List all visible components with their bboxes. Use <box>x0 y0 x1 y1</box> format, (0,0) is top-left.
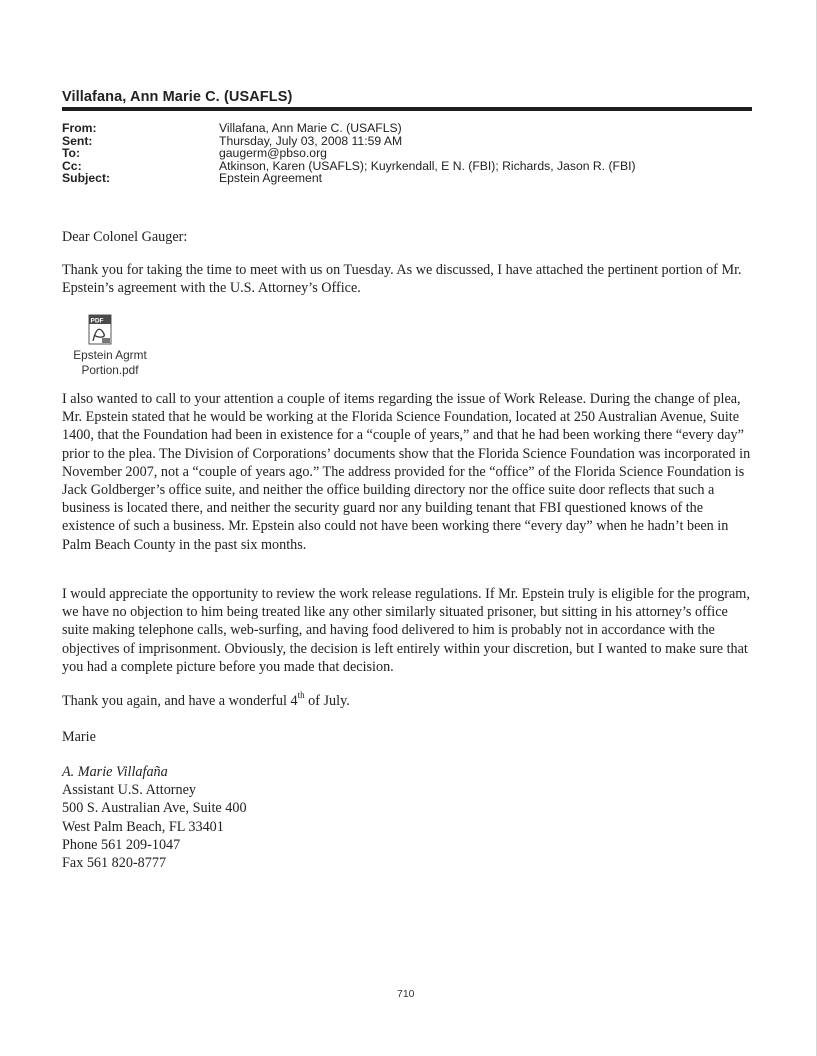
attachment-name-line1: Epstein Agrmt <box>73 348 147 362</box>
paragraph-4-post: of July. <box>304 693 350 709</box>
signature-phone: Phone 561 209-1047 <box>62 836 181 853</box>
sent-value: Thursday, July 03, 2008 11:59 AM <box>219 133 403 148</box>
sent-row <box>62 135 636 148</box>
from-row <box>62 122 636 135</box>
cc-label: Cc: <box>62 158 82 173</box>
attachment-name <box>62 348 158 378</box>
signature-name: A. Marie Villafaña <box>62 764 168 780</box>
paragraph-4 <box>62 692 752 710</box>
closing: Marie <box>62 729 96 745</box>
heading-rule <box>62 107 752 111</box>
greeting: Dear Colonel Gauger: <box>62 229 188 245</box>
paragraph-4-sup: th <box>297 690 305 701</box>
signature-fax: Fax 561 820-8777 <box>62 855 167 872</box>
pdf-file-icon <box>88 314 112 345</box>
sender-heading: Villafana, Ann Marie C. (USAFLS) <box>62 89 293 105</box>
email-body <box>62 228 752 872</box>
email-headers <box>62 122 636 185</box>
signature-block <box>62 763 247 872</box>
to-value: gaugerm@pbso.org <box>219 146 327 161</box>
subject-value: Epstein Agreement <box>219 171 322 186</box>
paragraph-3: I would appreciate the opportunity to review the work release regulations. If Mr. Epstein truly is eligible for the program, we have no objection to him being treated like any other similarly situated prisoner, but sitting in his attorney’s office suite making telephone calls, web-surfing, and having food delivered to him is probably not in accordance with the objectives of imprisonment. Obviously, the decision is left entirely within your discretion, but I wanted to make sure that you had a complete picture before you made that decision. <box>62 586 750 675</box>
page-number: 710 <box>397 988 415 1000</box>
attachment-name-line2: Portion.pdf <box>81 363 139 377</box>
signature-title: Assistant U.S. Attorney <box>62 782 196 799</box>
pdf-icon-label: PDF <box>90 317 104 325</box>
subject-label: Subject: <box>62 171 111 186</box>
from-label: From: <box>62 121 97 135</box>
sent-label: Sent: <box>62 133 93 148</box>
to-row <box>62 147 636 160</box>
cc-row <box>62 160 636 173</box>
cc-value: Atkinson, Karen (USAFLS); Kuyrkendall, E N. (FBI); Richards, Jason R. (FBI) <box>219 158 636 173</box>
paragraph-4-pre: Thank you again, and have a wonderful 4 <box>62 693 298 709</box>
signature-address-1: 500 S. Australian Ave, Suite 400 <box>62 800 247 817</box>
from-value: Villafana, Ann Marie C. (USAFLS) <box>219 121 402 135</box>
paragraph-2: I also wanted to call to your attention a couple of items regarding the issue of Work Release. During the change of plea, Mr. Epstein stated that he would be working at the Florida Science Foundation, located at 250 Australian Avenue, Suite 1400, that the Foundation had been in existence for a “couple of years,” and that he had been working there “every day” prior to the plea. The Division of Corporations’ documents show that the Florida Science Foundation was incorporated in November 2007, not a “couple of years ago.” The address provided for the “office” of the Florida Science Foundation is Jack Goldberger’s office suite, and neither the office building directory nor the office suite door reflects that such a business is located there, and neither the security guard nor any building tenant that FBI questioned knows of the existence of such a business. Mr. Epstein also could not have been working there “every day” when he hadn’t been in Palm Beach County in the past six months. <box>62 391 751 553</box>
paragraph-1: Thank you for taking the time to meet with us on Tuesday. As we discussed, I have attached the pertinent portion of Mr. Epstein’s agreement with the U.S. Attorney’s Office. <box>62 262 742 297</box>
signature-address-2: West Palm Beach, FL 33401 <box>62 818 224 835</box>
to-label: To: <box>62 146 81 161</box>
subject-row <box>62 172 636 185</box>
